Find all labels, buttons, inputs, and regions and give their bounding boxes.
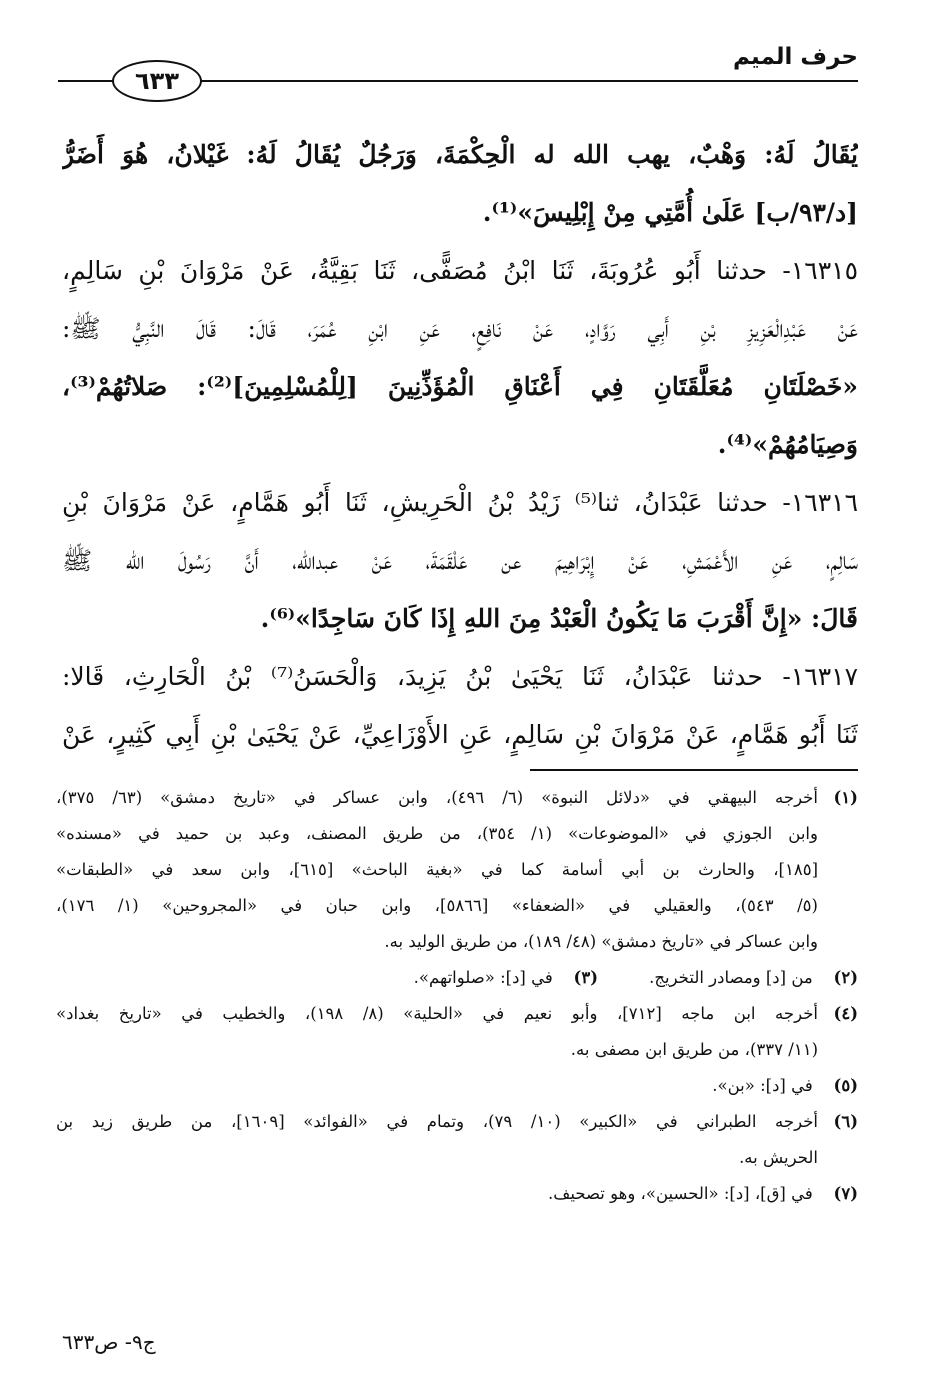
- footnote-text: في [ق]، [د]: «الحسين»، وهو تصحيف.: [548, 1184, 813, 1203]
- volume-page-reference: ج٩- ص٦٣٣: [62, 1330, 156, 1354]
- footnote-line: وابن الجوزي في «الموضوعات» (١/ ٣٥٤)، من طريق المصنف، وعبد بن حميد في «مسنده»: [56, 824, 818, 843]
- footnote-number: (٥): [833, 1076, 858, 1095]
- footnote-rule: [530, 769, 858, 771]
- footnote-7: [56, 1176, 858, 1212]
- text-line: «خَصْلَتَانِ مُعَلَّقَتَانِ فِي أَعْنَاقِ الْمُؤَذِّنِينَ [لِلْمُسْلِمِينَ]⁽²⁾: صَلاتُهُمْ⁽³⁾،: [62, 372, 858, 401]
- footnote-1: [56, 780, 858, 816]
- footnote-text: أخرجه البيهقي في «دلائل النبوة» (٦/ ٤٩٦)، وابن عساكر في «تاريخ دمشق» (٦٣/ ٣٧٥)،: [56, 788, 818, 807]
- footnote-6: [56, 1104, 858, 1140]
- footnote-text: أخرجه ابن ماجه [٧١٢]، وأبو نعيم في «الحلية» (٨/ ١٩٨)، والخطيب في «تاريخ بغداد»: [56, 1004, 818, 1023]
- text-line: [د/٩٣/ب] عَلَىٰ أُمَّتِي مِنْ إِبْلِيسَ»⁽¹⁾.: [482, 198, 858, 227]
- page-number-badge: ٦٣٣: [112, 60, 202, 102]
- footnotes: [56, 780, 858, 1212]
- footnote-2: [598, 960, 858, 996]
- footnote-number: (٤): [833, 1004, 858, 1023]
- hadith-16316-line: ١٦٣١٦- حدثنا عَبْدَانُ، ثنا⁽⁵⁾ زَيْدُ بْنُ الْحَرِيشِ، ثَنَا أَبُو هَمَّامٍ، عَنْ مَرْوَانَ بْنِ: [62, 488, 858, 517]
- text-line: ثَنَا أَبُو هَمَّامٍ، عَنْ مَرْوَانَ بْنِ سَالِمٍ، عَنِ الأَوْزَاعِيِّ، عَنْ يَحْيَىٰ بْنِ أَبِي كَثِيرٍ، عَنْ: [62, 720, 858, 749]
- main-text: [62, 126, 858, 764]
- text-line: قَالَ: «إِنَّ أَقْرَبَ مَا يَكُونُ الْعَبْدُ مِنَ اللهِ إِذَا كَانَ سَاجِدًا»⁽⁶⁾.: [260, 604, 858, 633]
- footnote-4: [56, 996, 858, 1032]
- hadith-16315-line: ١٦٣١٥- حدثنا أَبُو عُرُوبَةَ، ثَنَا ابْنُ مُصَفًّى، ثَنَا بَقِيَّةُ، عَنْ مَرْوَانَ بْنِ سَالِمٍ،: [62, 256, 858, 285]
- footnote-text: في [د]: «بن».: [712, 1076, 813, 1095]
- text-line: عَنْ عَبْدِالْعَزِيزِ بْنِ أَبِي رَوَّادٍ، عَنْ نَافِعٍ، عَنِ ابْنِ عُمَرَ، قَالَ: قَالَ النَّبِيُّ ﷺ:: [62, 314, 858, 343]
- footnote-number: (٦): [833, 1112, 858, 1131]
- footnote-3: [338, 960, 598, 996]
- text-line: وَصِيَامُهُمْ»⁽⁴⁾.: [717, 430, 858, 459]
- footnote-line: [١٨٥]، والحارث بن أبي أسامة كما في «بغية الباحث» [٦١٥]، وابن سعد في «الطبقات»: [56, 860, 818, 879]
- footnote-line: (١١/ ٣٣٧)، من طريق ابن مصفى به.: [570, 1040, 818, 1059]
- footnote-number: (٧): [833, 1184, 858, 1203]
- footnote-number: (٢): [833, 968, 858, 987]
- running-header-title: حرف الميم: [733, 44, 858, 70]
- footnote-line: (٥/ ٥٤٣)، والعقيلي في «الضعفاء» [٥٨٦٦]، وابن حبان في «المجروحين» (١/ ١٧٦)،: [56, 896, 818, 915]
- hadith-16317-line: ١٦٣١٧- حدثنا عَبْدَانُ، ثَنَا يَحْيَىٰ بْنُ يَزِيدَ، وَالْحَسَنُ⁽⁷⁾ بْنُ الْحَارِثِ، قَالا:: [62, 662, 858, 691]
- footnote-number: (١): [833, 788, 858, 807]
- footnote-text: في [د]: «صلواتهم».: [413, 968, 553, 987]
- footnote-line: الحريش به.: [739, 1148, 818, 1167]
- footnote-2-3-row: [56, 960, 858, 996]
- footnote-5: [56, 1068, 858, 1104]
- footnote-line: وابن عساكر في «تاريخ دمشق» (٤٨/ ١٨٩)، من طريق الوليد به.: [384, 932, 818, 951]
- text-line: يُقَالُ لَهُ: وَهْبٌ، يهب الله له الْحِكْمَةَ، وَرَجُلٌ يُقَالُ لَهُ: غَيْلانُ، هُوَ أَضَرُّ: [62, 140, 858, 169]
- footnote-text: أخرجه الطبراني في «الكبير» (١٠/ ٧٩)، وتمام في «الفوائد» [١٦٠٩]، من طريق زيد بن: [56, 1112, 818, 1131]
- footnote-text: من [د] ومصادر التخريج.: [649, 968, 813, 987]
- footnote-number: (٣): [573, 968, 598, 987]
- text-line: سَالِمٍ، عَنِ الأَعْمَشِ، عَنْ إِبْرَاهِيمَ عن عَلْقَمَةَ، عَنْ عبدالله، أَنَّ رَسُولَ الله ﷺ: [62, 546, 858, 575]
